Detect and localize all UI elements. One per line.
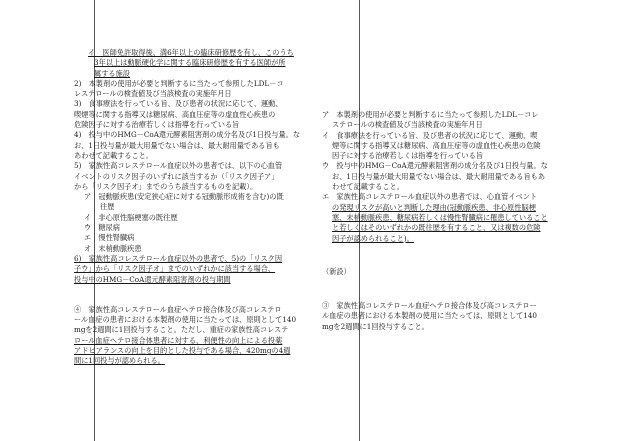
new-provision-label: （新設） [322,266,351,276]
text-line: mgを2週間に1回投与すること。ただし、重症の家族性高コレステ [74,325,289,335]
current-requirements-block [322,110,584,244]
text-line: 投与中のHMG－CoA還元酵素阻害剤の投与期間 [74,274,231,284]
text-line: わせて記載すること。 [332,182,404,192]
text-line: 子ウ」から「リスク因子オ」までのいずれかに該当する場合、 [74,264,276,274]
text-line: 5) 家族性高コレステロール血症以外の患者では、以下の心血管 [74,161,283,171]
text-line: から「リスク因子オ」までのうち該当するものを記載）。 [74,181,258,191]
text-line: ール血症の患者における本製剤の使用に当たっては、原則として140 [74,315,297,325]
text-line: オ 末梢動脈疾患 [84,243,142,253]
text-line: ③ 家族性高コレステロール血症ヘテロ接合体及び高コレステロー [322,301,537,311]
spacer [74,285,312,305]
text-line: ステロールの検査値及び当該検査の実施年月日 [332,120,483,130]
text-line: エ 慢性腎臓病 [84,233,135,243]
revised-dosage-block [74,305,312,367]
text-line: ア 冠動脈疾患(安定狭心症に対する冠動脈形成術を含む)の既 [84,192,284,202]
current-dosage-block [322,301,584,332]
text-line: お、1日投与量が最大用量でない場合は、最大耐用量である旨も [74,140,280,150]
text-line: 煙等に関する指導又は糖尿病、高血圧症等の虚血性心疾患の危険 [332,140,541,150]
text-line: 属する施設 [94,68,130,78]
text-line: と若しくはそのいずれかの既往歴を有すること、又は複数の危険 [332,223,541,233]
current-text-column [322,0,584,332]
text-line: 喫煙等に関する指導又は糖尿病、高血圧症等の虚血性心疾患の [74,109,276,119]
text-line: 2) 本製剤の使用が必要と判断するに当たって参照したLDL－コ [74,78,284,88]
text-line: mgを2週間に1回投与すること。 [322,321,429,331]
text-line: 6) 家族性高コレステロール血症以外の患者で、5)の「リスク因 [74,253,283,263]
revised-requirements-block [74,48,312,285]
text-line: イベントのリスク因子のいずれに該当するか（「リスク因子ア」 [74,171,279,181]
text-line: の発現リスクが高いと判断した理由(冠動脈疾患、非心原性脳梗 [332,202,536,212]
text-line: 因子に対する治療若しくは指導を行っている旨 [332,151,483,161]
text-line: ア 本製剤の使用が必要と判断するに当たって参照したLDL－コレ [322,110,539,119]
text-line: 危険因子に対する治療若しくは指導を行っている旨 [74,120,240,130]
text-line: アドヒアランスの向上を目的とした投与である場合、420mgの4週 [74,346,291,356]
text-line: レステロールの検査値及び当該検査の実施年月日 [74,89,232,99]
text-line: 因子が認められること)。 [332,233,414,243]
text-line: ル血症の患者における本製剤の使用に当たっては、原則として140 [322,311,537,321]
spacer [322,277,584,301]
text-line: 塞、末梢動脈疾患、糖尿病若しくは慢性腎臓病に罹患していること [332,212,548,222]
text-line: ④ 家族性高コレステロール血症ヘテロ接合体及び高コレステロ [74,304,282,314]
text-line: あわせて記載すること。 [74,150,154,160]
text-line: イ 非心原性脳梗塞の既往歴 [84,212,178,222]
text-line: ウ 糖尿病 [84,223,120,233]
text-line: 間に1回投与が認められる。 [74,356,165,366]
text-line: 3) 食事療法を行っている旨、及び患者の状況に応じて、運動、 [74,99,283,109]
text-line: イ 食事療法を行っている旨、及び患者の状況に応じて、運動、喫 [322,130,538,140]
text-line: エ 家族性高コレステロール血症以外の患者では、心血管イベント [322,192,538,202]
text-line: ロール血症ヘテロ接合体患者に対する、利便性の向上による投薬 [74,335,283,345]
text-line: ウ 投与中のHMG－CoA還元酵素阻害剤の成分名及び1日投与量。な [322,161,548,171]
spacer [322,0,584,110]
text-line: お、1日投与量が最大用量でない場合は、最大耐用量である旨もあ [332,171,546,181]
text-line: イ 医師免許取得後、満6年以上の臨床研修歴を有し、このうち [88,48,294,57]
text-line: 3年以上は動脈硬化学に関する臨床研修歴を有する医師が所 [94,58,286,68]
revised-text-column [74,0,312,367]
text-line: 往歴 [100,202,115,212]
spacer [322,244,584,267]
text-line: 4) 投与中のHMG－CoA還元酵素阻害剤の成分名及び1日投与量。な [74,130,301,140]
spacer [74,0,312,48]
